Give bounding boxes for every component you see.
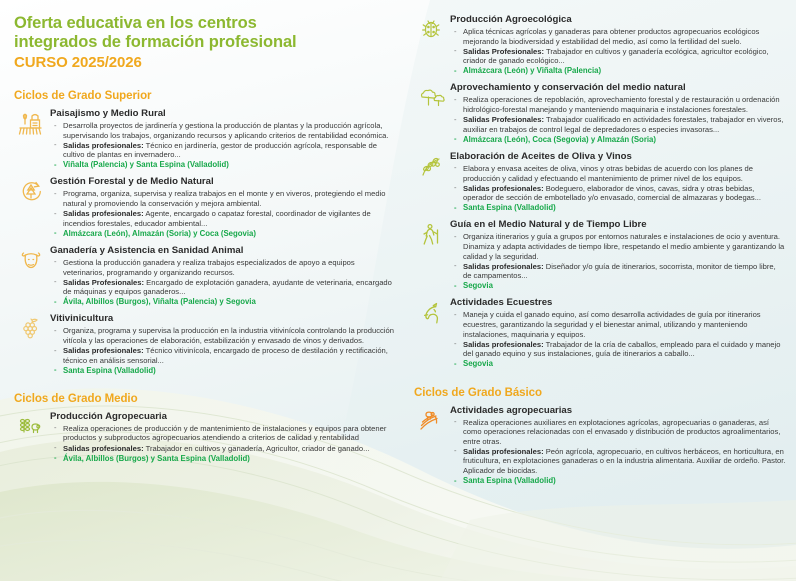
- outputs-label: Salidas Profesionales:: [63, 277, 145, 287]
- tree-recycle-icon: [14, 176, 48, 210]
- program-name: Ganadería y Asistencia en Sanidad Animal: [50, 244, 244, 256]
- program-description: - Desarrolla proyectos de jardinería y gestiona la producción de plantas y la producción agrícola, supervisando los trabajos, organizando recursos y aplicando criterios de rentabilidad económica.: [50, 121, 396, 140]
- program-item: [14, 108, 396, 170]
- outputs-label: Salidas Profesionales:: [463, 115, 545, 125]
- program-item: [414, 219, 786, 291]
- program-locations: - Almázcara (León), Coca (Segovia) y Almazán (Soria): [450, 135, 786, 145]
- program-name: Actividades agropecuarias: [450, 404, 573, 416]
- section-heading-medio: Ciclos de Grado Medio: [14, 392, 138, 405]
- outputs-label: Salidas profesionales:: [463, 446, 544, 456]
- program-item: [414, 151, 786, 213]
- program-outputs: [450, 340, 786, 359]
- program-description: - Organiza itinerarios y guía a grupos por entornos naturales e instalaciones de ocio y aventura. Dinamiza y adapta actividades de tiempo libre, respetando el medio ambiente y garantizando la calidad y la seguridad.: [450, 232, 786, 261]
- program-locations: - Almázcara (León), Almazán (Soria) y Coca (Segovia): [50, 229, 396, 239]
- program-details: [450, 95, 786, 144]
- section-heading-basico: Ciclos de Grado Básico: [414, 386, 542, 399]
- program-details: [50, 424, 396, 463]
- program-item: [14, 245, 396, 307]
- program-description: - Organiza, programa y supervisa la producción en la industria vitivinícola controlando la producción vitícola y las operaciones de elaboración, estabilización y envasado de vinos y derivados.: [50, 326, 396, 345]
- sheep-field-icon: [414, 405, 448, 439]
- page-title: [14, 14, 396, 73]
- program-locations: - Segovia: [450, 281, 786, 291]
- outputs-text: Técnico vitivinícola, encargado de proceso de destilación y rectificación, técnico en análisis sensorial...: [63, 346, 388, 365]
- program-item: [14, 313, 396, 375]
- program-name: Gestión Forestal y de Medio Natural: [50, 176, 214, 188]
- program-outputs: [50, 141, 396, 160]
- program-details: [50, 189, 396, 238]
- outputs-text: Peón agrícola, agropecuario, en cultivos herbáceos, en horticultura, en fruticultura, en explotaciones ganaderas o en la industria alimentaria. Auxiliar de ordeño. Pastor. Aplicador de biocidas.: [463, 446, 786, 475]
- program-details: [50, 121, 396, 170]
- program-name: Guía en el Medio Natural y de Tiempo Libre: [450, 219, 647, 231]
- program-description: - Aplica técnicas agrícolas y ganaderas para obtener productos agropecuarios ecológicos mejorando la biodiversidad y estabilidad del medio, así como la fertilidad del suelo.: [450, 27, 786, 46]
- outputs-label: Salidas profesionales:: [63, 209, 144, 219]
- outputs-text: Trabajador en cultivos y ganadería, Agricultor, criador de ganado...: [145, 443, 370, 453]
- program-outputs: [50, 444, 396, 454]
- program-outputs: [50, 346, 396, 365]
- program-name: Elaboración de Aceites de Oliva y Vinos: [450, 150, 632, 162]
- program-locations: - Ávila, Albillos (Burgos), Viñalta (Palencia) y Segovia: [50, 297, 396, 307]
- outputs-text: Trabajador de la cría de caballos, empleado para el cuidado y manejo del ganado equino y sus instalaciones, guía de itinerarios a caballo...: [463, 339, 781, 359]
- greenhouse-field-icon: [14, 108, 48, 142]
- program-item: [414, 297, 786, 369]
- outputs-text: Bodeguero, elaborador de vinos, cavas, sidra y otras bebidas, operador de sección de embotellado y/o envasado, comercial de almazaras y bodegas...: [463, 183, 762, 203]
- program-item: [414, 405, 786, 487]
- course-year: CURSO 2025/2026: [14, 54, 142, 71]
- outputs-text: Técnico en jardinería, gestor de producción agrícola, responsable de cultivo de plantas en invernadero...: [63, 140, 377, 160]
- program-locations: - Segovia: [450, 359, 786, 369]
- outputs-text: Trabajador cualificado en actividades forestales, trabajador en viveros, auxiliar en trabajos de control legal de depredadores o especies invasoras...: [463, 115, 784, 134]
- program-name: Actividades Ecuestres: [450, 297, 553, 309]
- program-description: - Gestiona la producción ganadera y realiza trabajos especializados de apoyo a equipos veterinarios, programando y organizando recursos.: [50, 258, 396, 277]
- outputs-label: Salidas Profesionales:: [463, 46, 545, 56]
- hiker-icon: [414, 219, 448, 253]
- outputs-label: Salidas profesionales:: [63, 346, 144, 356]
- section-heading-superior: Ciclos de Grado Superior: [14, 90, 152, 102]
- program-description: - Maneja y cuida el ganado equino, así como desarrolla actividades de guía por itinerarios ecuestres, garantizando la seguridad y el bienestar animal, utilizando y manteniendo instalaciones, maquinaria y equipos.: [450, 310, 786, 339]
- program-description: - Programa, organiza, supervisa y realiza trabajos en el monte y en viveros, protegiendo el medio natural y promoviendo la conservación y mejora ambiental.: [50, 189, 396, 208]
- program-outputs: [450, 184, 786, 203]
- program-outputs: [450, 47, 786, 66]
- outputs-label: Salidas profesionales:: [463, 339, 544, 349]
- program-outputs: [450, 115, 786, 134]
- program-description: - Realiza operaciones de producción y de mantenimiento de instalaciones y equipos para obtener productos y subproductos agropecuarios atendiendo a criterios de calidad y rentabilidad: [50, 424, 396, 443]
- program-locations: - Ávila, Albillos (Burgos) y Santa Espina (Valladolid): [50, 454, 396, 464]
- program-locations: - Santa Espina (Valladolid): [50, 366, 396, 376]
- program-name: Vitivinicultura: [50, 313, 114, 325]
- plant-sheep-icon: [14, 411, 48, 445]
- program-outputs: [50, 278, 396, 297]
- trees-icon: [414, 82, 448, 116]
- program-name: Producción Agropecuaria: [50, 410, 167, 422]
- program-details: [450, 164, 786, 213]
- title-line-2: integrados de formación profesional: [14, 33, 297, 51]
- outputs-text: Trabajador en cultivos y ganadería ecológica, agricultor ecológico, criador de ganado ecológico...: [463, 46, 769, 66]
- program-name: Paisajismo y Medio Rural: [50, 108, 166, 119]
- program-details: [450, 418, 786, 486]
- program-outputs: [450, 447, 786, 476]
- outputs-label: Salidas profesionales:: [463, 261, 544, 271]
- grapes-icon: [14, 313, 48, 347]
- program-name: Aprovechamiento y conservación del medio natural: [450, 82, 686, 94]
- program-details: [450, 232, 786, 291]
- outputs-label: Salidas profesionales:: [63, 140, 144, 150]
- cow-head-icon: [14, 245, 48, 279]
- program-details: [50, 326, 396, 375]
- program-description: - Elabora y envasa aceites de oliva, vinos y otras bebidas de acuerdo con los planes de producción y calidad y efectuando el mantenimiento de primer nivel de los equipos.: [450, 164, 786, 183]
- program-item: [414, 82, 786, 144]
- outputs-text: Encargado de explotación ganadera, ayudante de veterinaria, encargado de máquinas y equipos ganaderos...: [63, 277, 392, 297]
- program-details: [450, 310, 786, 369]
- program-description: - Realiza operaciones auxiliares en explotaciones agrícolas, agropecuarias o ganaderas, así como operaciones relacionadas con el envasado y distribución de productos agroalimentarios, entre otras.: [450, 418, 786, 447]
- outputs-label: Salidas profesionales:: [63, 443, 144, 453]
- outputs-text: Agente, encargado o capataz forestal, coordinador de vigilantes de incendios forestales, educador ambiental...: [63, 209, 371, 228]
- program-name: Producción Agroecológica: [450, 14, 572, 25]
- program-item: [14, 176, 396, 238]
- program-locations: - Viñalta (Palencia) y Santa Espina (Valladolid): [50, 160, 396, 170]
- program-locations: - Santa Espina (Valladolid): [450, 203, 786, 213]
- program-details: [450, 27, 786, 76]
- program-item: [14, 411, 396, 464]
- program-outputs: [50, 209, 396, 228]
- program-locations: - Santa Espina (Valladolid): [450, 476, 786, 486]
- program-details: [50, 258, 396, 307]
- olive-branch-icon: [414, 151, 448, 185]
- program-locations: - Almázcara (León) y Viñalta (Palencia): [450, 66, 786, 76]
- program-item: [414, 14, 786, 76]
- title-line-1: Oferta educativa en los centros: [14, 14, 257, 32]
- ladybug-icon: [414, 14, 448, 48]
- right-column: [406, 0, 796, 581]
- outputs-text: Diseñador y/o guía de itinerarios, socorrista, monitor de tiempo libre, de campamentos...: [463, 261, 776, 281]
- horse-head-icon: [414, 297, 448, 331]
- program-description: - Realiza operaciones de repoblación, aprovechamiento forestal y de restauración u ordenación hidrológico-forestal manejando y manteniendo maquinaria e instalaciones forestales.: [450, 95, 786, 114]
- outputs-label: Salidas profesionales:: [463, 183, 544, 193]
- program-outputs: [450, 262, 786, 281]
